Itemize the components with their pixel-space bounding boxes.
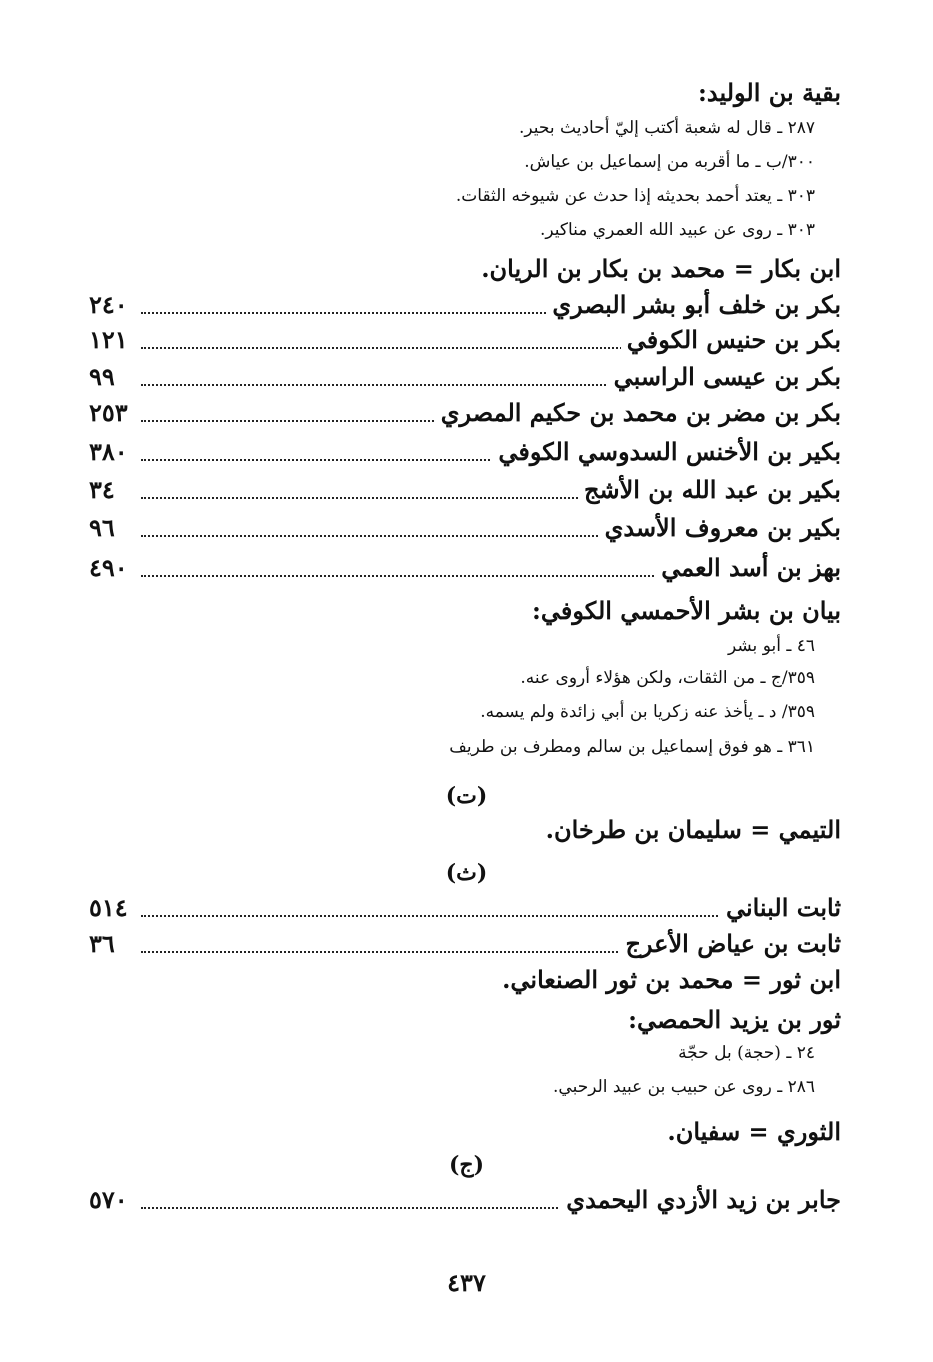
index-page-number: ٩٦	[89, 513, 115, 542]
index-page-number: ٣٨٠	[89, 437, 128, 466]
index-row	[89, 475, 841, 509]
entry-note: ٢٤ ـ (حجة) بل حجّة	[678, 1043, 815, 1063]
entry-note: ٢٨٦ ـ روى عن حبيب بن عبيد الرحبي.	[553, 1077, 815, 1097]
index-name: بكير بن الأخنس السدوسي الكوفي	[492, 437, 841, 466]
index-page-number: ٣٤	[89, 475, 115, 504]
index-row	[89, 893, 841, 927]
index-row	[89, 553, 841, 587]
index-name: بكر بن مضر بن محمد بن حكيم المصري	[435, 398, 841, 427]
section-letter-jim: (ج)	[448, 1152, 485, 1178]
index-row	[89, 362, 841, 396]
index-page-number: ٣٦	[89, 929, 115, 958]
index-page-number: ٥١٤	[89, 893, 128, 922]
entry-heading: ابن ثور = محمد بن ثور الصنعاني.	[502, 965, 841, 994]
index-name: جابر بن زيد الأزدي اليحمدي	[560, 1185, 841, 1214]
index-row	[89, 437, 841, 471]
index-name: بكير بن معروف الأسدي	[599, 513, 841, 542]
index-name: بكر بن عيسى الراسبي	[608, 362, 841, 391]
entry-note: ٣٠٠/ب ـ ما أقربه من إسماعيل بن عياش.	[524, 152, 815, 172]
index-name: بكير بن عبد الله بن الأشج	[578, 475, 841, 504]
index-row	[89, 325, 841, 359]
index-row	[89, 513, 841, 547]
index-name: بكر بن خلف أبو بشر البصري	[546, 290, 841, 319]
entry-note: ٣٦١ ـ هو فوق إسماعيل بن سالم ومطرف بن طريف	[449, 737, 815, 757]
index-page-number: ٢٤٠	[89, 290, 128, 319]
index-row	[89, 929, 841, 963]
section-letter-ta: (ت)	[445, 783, 488, 809]
index-row	[89, 1185, 841, 1219]
index-name: ثابت البناني	[720, 893, 841, 922]
index-row	[89, 398, 841, 432]
index-row	[89, 290, 841, 324]
entry-heading: بقية بن الوليد:	[698, 78, 841, 107]
index-page-number: ٥٧٠	[89, 1185, 128, 1214]
entry-note: ٢٨٧ ـ قال له شعبة أكتب إليّ أحاديث بحير.	[519, 118, 815, 138]
page-number: ٤٣٧	[447, 1268, 486, 1297]
index-page-number: ٢٥٣	[89, 398, 128, 427]
entry-heading: ثور بن يزيد الحمصي:	[628, 1005, 841, 1034]
index-name: بكر بن حنيس الكوفي	[621, 325, 841, 354]
entry-note: ٣٥٩/ د ـ يأخذ عنه زكريا بن أبي زائدة ولم يسمه.	[480, 702, 815, 722]
index-name: بهز بن أسد العمي	[655, 553, 841, 582]
index-page-number: ٩٩	[89, 362, 115, 391]
entry-heading: التيمي = سليمان بن طرخان.	[545, 815, 841, 844]
entry-note: ٣٠٣ ـ يعتد أحمد بحديثه إذا حدث عن شيوخه الثقات.	[455, 186, 815, 206]
entry-heading: بيان بن بشر الأحمسي الكوفي:	[531, 596, 841, 625]
entry-note: ٣٠٣ ـ روى عن عبيد الله العمري مناكير.	[539, 220, 815, 240]
section-letter-tha: (ث)	[445, 860, 488, 886]
index-page-number: ٤٩٠	[89, 553, 128, 582]
entry-note: ٣٥٩/ج ـ من الثقات، ولكن هؤلاء أروى عنه.	[520, 668, 815, 688]
entry-heading: ابن بكار = محمد بن بكار بن الريان.	[481, 254, 841, 283]
entry-heading: الثوري = سفيان.	[667, 1117, 841, 1146]
index-name: ثابت بن عياض الأعرج	[619, 929, 841, 958]
index-page-number: ١٢١	[89, 325, 128, 354]
entry-note: ٤٦ ـ أبو بشر	[728, 636, 815, 656]
